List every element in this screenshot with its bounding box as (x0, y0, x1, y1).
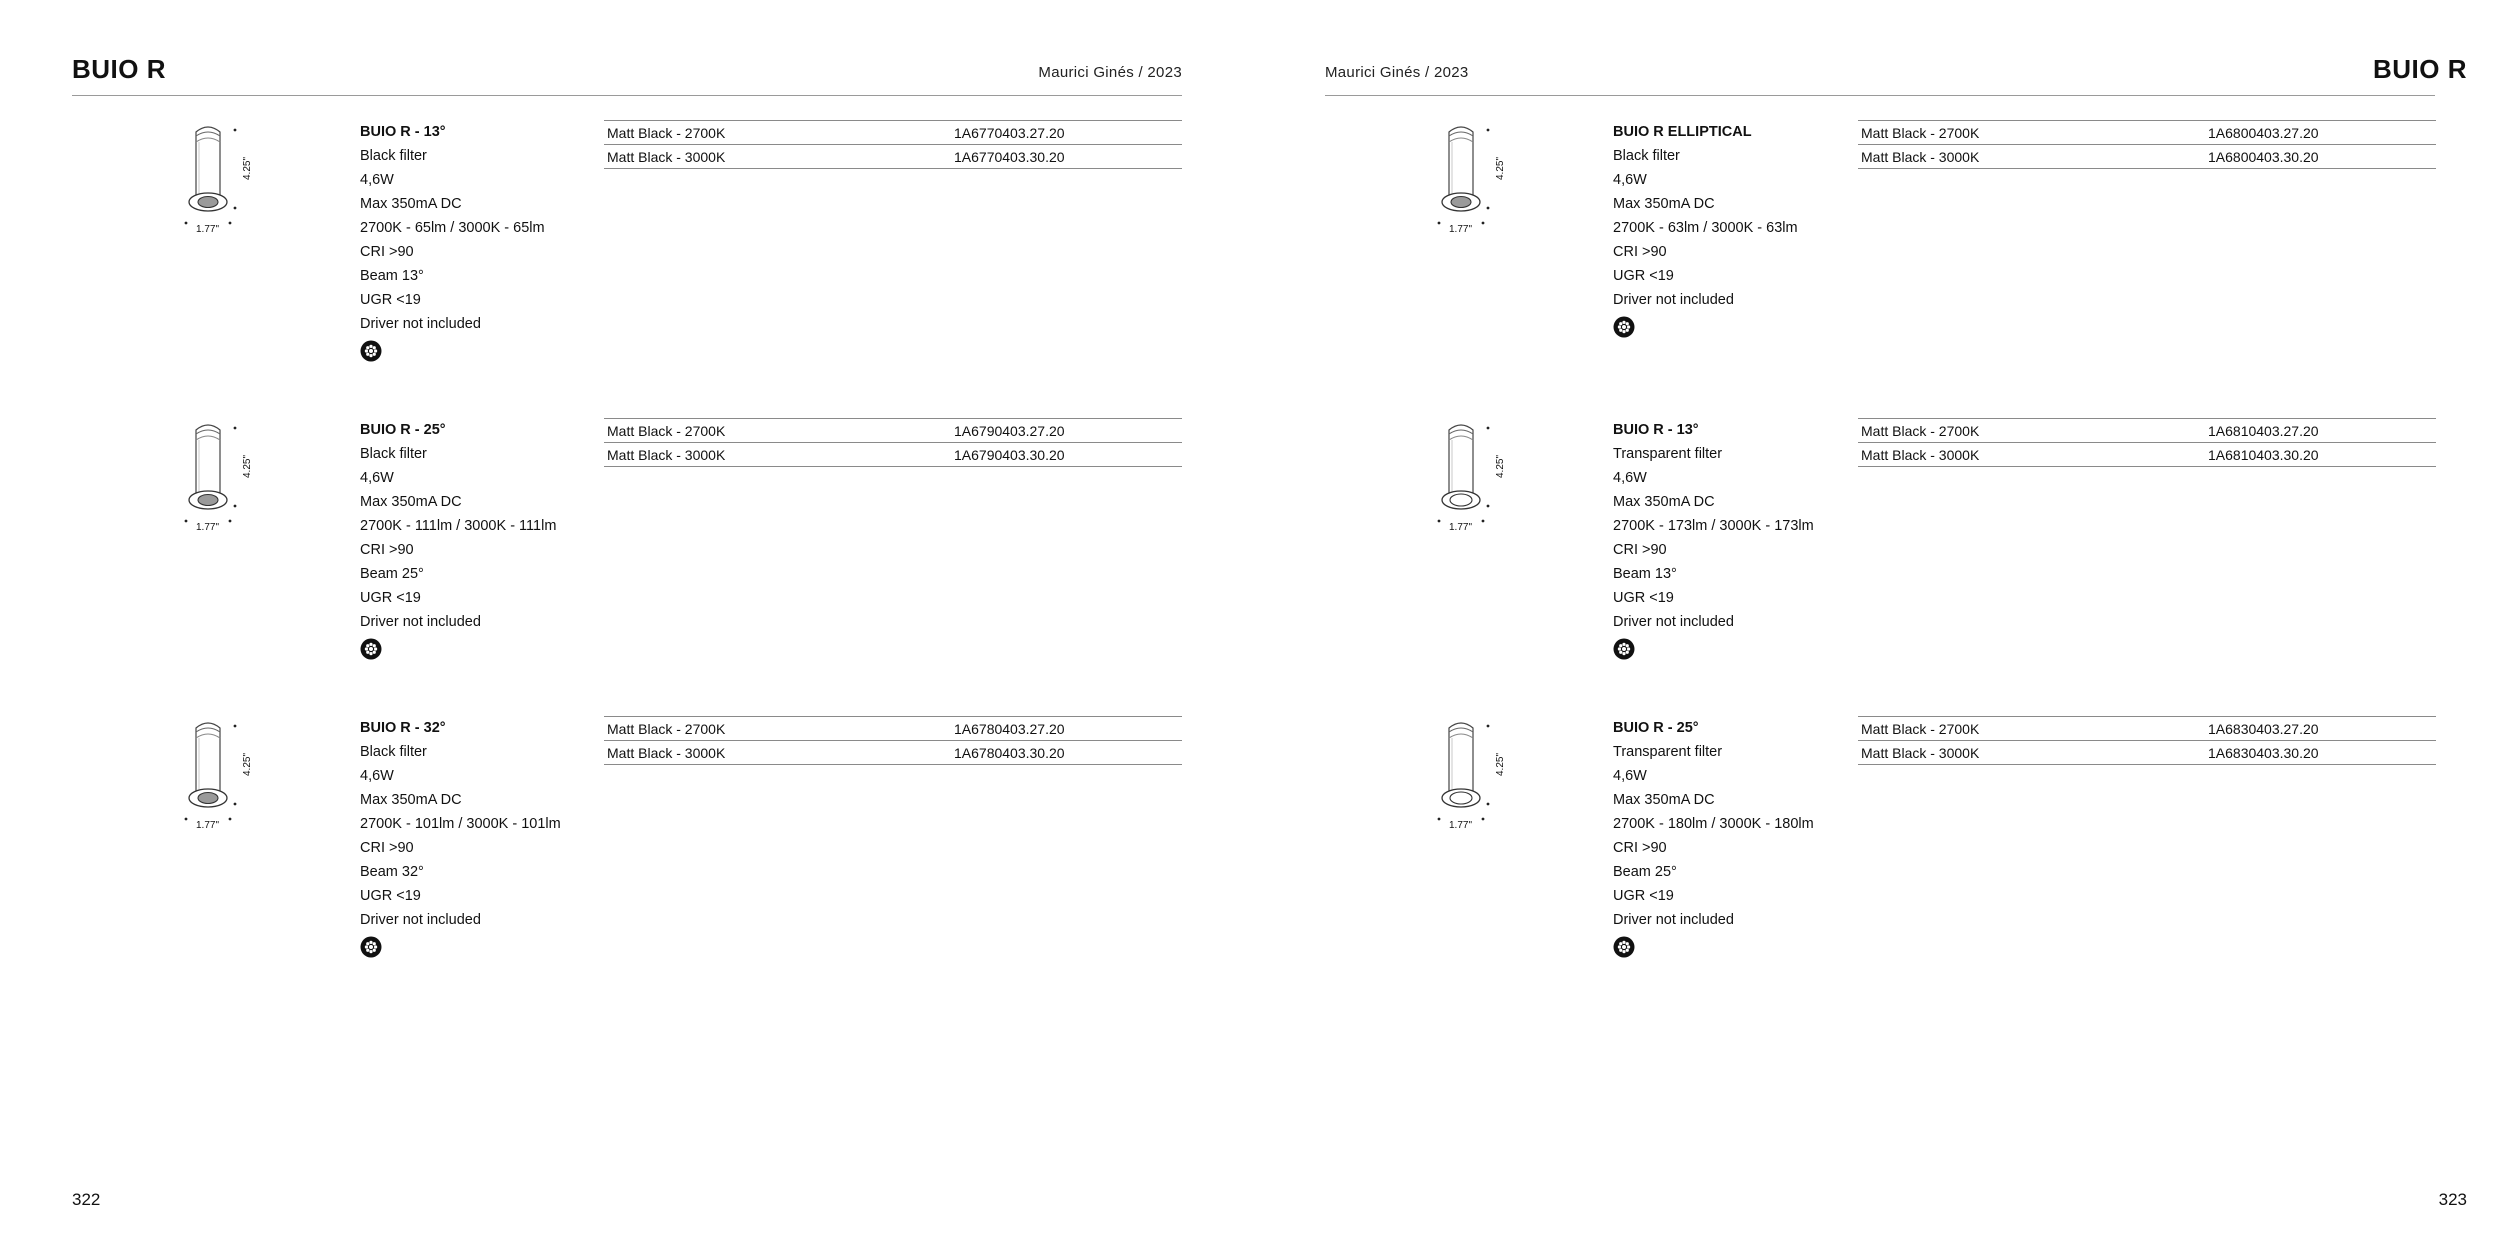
variant-finish: Matt Black - 3000K (1861, 446, 1980, 463)
dimmable-badge-icon (1613, 638, 1635, 660)
product-name: BUIO R - 25° (1613, 720, 1699, 736)
variant-finish: Matt Black - 2700K (1861, 720, 1980, 737)
product-entry (1325, 418, 2435, 678)
variant-table (604, 716, 1182, 765)
variant-finish: Matt Black - 3000K (607, 744, 726, 761)
spec-line: Black filter (1613, 148, 1680, 164)
product-entry (72, 716, 1182, 976)
product-entry (72, 120, 1182, 380)
variant-code: 1A6770403.30.20 (954, 148, 1065, 165)
table-row (604, 121, 1182, 145)
spec-line: 4,6W (360, 172, 394, 188)
spec-line: Max 350mA DC (1613, 792, 1715, 808)
spec-line: CRI >90 (360, 840, 414, 856)
height-dimension: 4.25" (242, 454, 253, 478)
product-name: BUIO R - 25° (360, 422, 446, 438)
spec-line: Beam 32° (360, 864, 424, 880)
spec-line: Transparent filter (1613, 446, 1723, 462)
width-dimension: 1.77" (1449, 522, 1473, 533)
product-name: BUIO R - 13° (1613, 422, 1699, 438)
spec-line: Black filter (360, 744, 427, 760)
product-entry (1325, 716, 2435, 976)
header-divider (72, 95, 1182, 96)
dimmable-badge-icon (1613, 936, 1635, 958)
product-entry (1325, 120, 2435, 380)
luminaire-drawing-icon (172, 418, 272, 538)
spec-line: 4,6W (1613, 768, 1647, 784)
spec-line: Driver not included (360, 912, 481, 928)
variant-code: 1A6800403.27.20 (2208, 124, 2319, 141)
table-row (604, 717, 1182, 741)
width-dimension: 1.77" (196, 522, 220, 533)
width-dimension: 1.77" (196, 820, 220, 831)
table-row (604, 741, 1182, 765)
variant-finish: Matt Black - 3000K (1861, 744, 1980, 761)
height-dimension: 4.25" (1495, 752, 1506, 776)
spec-line: CRI >90 (1613, 542, 1667, 558)
spec-line: UGR <19 (1613, 268, 1674, 284)
spec-line: Driver not included (1613, 912, 1734, 928)
product-name: BUIO R - 32° (360, 720, 446, 736)
width-dimension: 1.77" (196, 224, 220, 235)
variant-code: 1A6770403.27.20 (954, 124, 1065, 141)
spec-line: Driver not included (360, 316, 481, 332)
spec-line: CRI >90 (360, 542, 414, 558)
spec-line: Beam 25° (360, 566, 424, 582)
dimmable-badge-icon (1613, 316, 1635, 338)
variant-code: 1A6830403.30.20 (2208, 744, 2319, 761)
variant-code: 1A6800403.30.20 (2208, 148, 2319, 165)
variant-code: 1A6780403.30.20 (954, 744, 1065, 761)
page-title: BUIO R (2373, 54, 2467, 84)
spec-line: Driver not included (1613, 292, 1734, 308)
spec-line: Transparent filter (1613, 744, 1723, 760)
dimmable-badge-icon (360, 340, 382, 362)
table-row (604, 145, 1182, 169)
spec-line: 2700K - 101lm / 3000K - 101lm (360, 816, 561, 832)
designer-year: Maurici Ginés / 2023 (1038, 64, 1182, 81)
spec-line: Beam 25° (1613, 864, 1677, 880)
variant-table (1858, 716, 2436, 765)
variant-finish: Matt Black - 2700K (607, 422, 726, 439)
variant-code: 1A6810403.30.20 (2208, 446, 2319, 463)
dimmable-badge-icon (360, 936, 382, 958)
variant-code: 1A6780403.27.20 (954, 720, 1065, 737)
table-row (1858, 717, 2436, 741)
spec-line: 4,6W (360, 768, 394, 784)
variant-table (604, 120, 1182, 169)
variant-table (1858, 418, 2436, 467)
height-dimension: 4.25" (242, 752, 253, 776)
header-divider (1325, 95, 2435, 96)
spec-line: Black filter (360, 148, 427, 164)
variant-table (1858, 120, 2436, 169)
spec-line: 2700K - 111lm / 3000K - 111lm (360, 518, 557, 534)
spec-line: UGR <19 (1613, 888, 1674, 904)
table-row (1858, 121, 2436, 145)
spec-line: CRI >90 (360, 244, 414, 260)
variant-finish: Matt Black - 3000K (607, 148, 726, 165)
luminaire-drawing-icon (1425, 120, 1525, 240)
variant-code: 1A6790403.27.20 (954, 422, 1065, 439)
spec-line: Max 350mA DC (360, 196, 462, 212)
spec-line: UGR <19 (1613, 590, 1674, 606)
spec-line: 4,6W (360, 470, 394, 486)
page-number: 323 (2438, 1190, 2467, 1209)
page-number: 322 (72, 1190, 101, 1209)
spec-line: Max 350mA DC (360, 494, 462, 510)
luminaire-drawing-icon (1425, 418, 1525, 538)
variant-finish: Matt Black - 2700K (1861, 422, 1980, 439)
variant-code: 1A6830403.27.20 (2208, 720, 2319, 737)
spec-list (360, 716, 620, 958)
variant-finish: Matt Black - 3000K (607, 446, 726, 463)
height-dimension: 4.25" (1495, 156, 1506, 180)
table-row (1858, 741, 2436, 765)
spec-line: 2700K - 63lm / 3000K - 63lm (1613, 220, 1798, 236)
designer-year: Maurici Ginés / 2023 (1325, 64, 1469, 81)
spec-line: UGR <19 (360, 292, 421, 308)
spec-line: UGR <19 (360, 590, 421, 606)
height-dimension: 4.25" (1495, 454, 1506, 478)
spec-list (360, 418, 620, 660)
product-entry (72, 418, 1182, 678)
spec-line: UGR <19 (360, 888, 421, 904)
luminaire-drawing-icon (172, 120, 272, 240)
product-name: BUIO R ELLIPTICAL (1613, 124, 1752, 140)
spec-line: 2700K - 65lm / 3000K - 65lm (360, 220, 545, 236)
spec-list (1613, 120, 1873, 338)
table-row (1858, 419, 2436, 443)
spec-line: Max 350mA DC (360, 792, 462, 808)
spec-list (360, 120, 620, 362)
width-dimension: 1.77" (1449, 820, 1473, 831)
right-page (1250, 0, 2500, 1250)
spec-line: 4,6W (1613, 470, 1647, 486)
table-row (1858, 145, 2436, 169)
spec-line: Driver not included (1613, 614, 1734, 630)
product-name: BUIO R - 13° (360, 124, 446, 140)
spec-list (1613, 418, 1873, 660)
spec-line: 2700K - 180lm / 3000K - 180lm (1613, 816, 1814, 832)
spec-line: 2700K - 173lm / 3000K - 173lm (1613, 518, 1814, 534)
variant-finish: Matt Black - 2700K (1861, 124, 1980, 141)
variant-finish: Matt Black - 3000K (1861, 148, 1980, 165)
variant-finish: Matt Black - 2700K (607, 720, 726, 737)
spec-list (1613, 716, 1873, 958)
variant-finish: Matt Black - 2700K (607, 124, 726, 141)
spec-line: CRI >90 (1613, 244, 1667, 260)
spec-line: Driver not included (360, 614, 481, 630)
table-row (1858, 443, 2436, 467)
luminaire-drawing-icon (1425, 716, 1525, 836)
page-title: BUIO R (72, 54, 166, 84)
spec-line: 4,6W (1613, 172, 1647, 188)
spec-line: Max 350mA DC (1613, 196, 1715, 212)
dimmable-badge-icon (360, 638, 382, 660)
height-dimension: 4.25" (242, 156, 253, 180)
spec-line: CRI >90 (1613, 840, 1667, 856)
table-row (604, 443, 1182, 467)
spec-line: Max 350mA DC (1613, 494, 1715, 510)
table-row (604, 419, 1182, 443)
spec-line: Beam 13° (360, 268, 424, 284)
variant-code: 1A6810403.27.20 (2208, 422, 2319, 439)
variant-table (604, 418, 1182, 467)
spec-line: Black filter (360, 446, 427, 462)
spec-line: Beam 13° (1613, 566, 1677, 582)
variant-code: 1A6790403.30.20 (954, 446, 1065, 463)
luminaire-drawing-icon (172, 716, 272, 836)
width-dimension: 1.77" (1449, 224, 1473, 235)
